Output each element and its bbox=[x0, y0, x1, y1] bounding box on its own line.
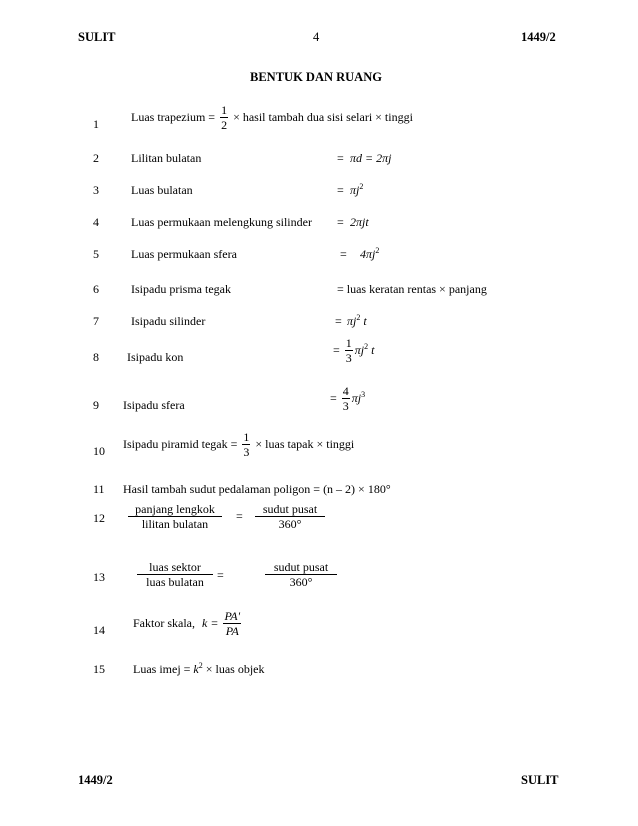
fraction-numerator: luas sektor bbox=[137, 560, 213, 575]
fraction-numerator: sudut pusat bbox=[265, 560, 337, 575]
fraction-denominator: luas bulatan bbox=[146, 575, 204, 589]
item-number: 1 bbox=[93, 117, 99, 131]
header-right: 1449/2 bbox=[521, 30, 556, 44]
formula: πd = 2πj bbox=[350, 151, 392, 165]
fraction-denominator: 360° bbox=[278, 517, 302, 531]
list-item bbox=[123, 430, 354, 459]
item-number: 13 bbox=[93, 570, 105, 584]
fraction bbox=[223, 609, 241, 638]
equals-sign: = bbox=[236, 509, 243, 523]
item-tail: × hasil tambah dua sisi selari × tinggi bbox=[233, 110, 413, 124]
fraction bbox=[220, 103, 228, 132]
fraction-denominator: lilitan bulatan bbox=[141, 517, 209, 531]
fraction bbox=[345, 336, 353, 365]
item-label: Isipadu silinder bbox=[131, 314, 206, 328]
item-number: 8 bbox=[93, 350, 99, 364]
header-left: SULIT bbox=[78, 30, 116, 44]
fraction-denominator: 3 bbox=[345, 351, 352, 365]
formula-exponent: 3 bbox=[361, 390, 366, 399]
fraction-numerator: 1 bbox=[243, 430, 250, 444]
formula bbox=[360, 247, 379, 262]
formula-base: πj bbox=[354, 343, 365, 357]
formula-base: πj bbox=[351, 391, 362, 405]
fraction bbox=[242, 430, 250, 459]
equals-sign: = bbox=[333, 343, 340, 357]
item-label: Hasil tambah sudut pedalaman poligon = (n – 2) × 180° bbox=[123, 482, 391, 496]
fraction-numerator: panjang lengkok bbox=[128, 502, 222, 517]
item-label: Lilitan bulatan bbox=[131, 151, 202, 165]
item-number: 12 bbox=[93, 511, 105, 525]
variable: k bbox=[193, 662, 199, 676]
item-label: Luas bulatan bbox=[131, 183, 193, 197]
fraction bbox=[342, 384, 350, 413]
equals-sign: = bbox=[337, 183, 344, 197]
formula: = luas keratan rentas × panjang bbox=[337, 282, 487, 296]
fraction bbox=[255, 502, 325, 531]
item-tail: × luas tapak × tinggi bbox=[255, 437, 355, 451]
fraction bbox=[128, 502, 222, 531]
item-label: Luas permukaan sfera bbox=[131, 247, 237, 261]
formula-tail: t bbox=[371, 343, 375, 357]
item-label: Isipadu piramid tegak = bbox=[123, 437, 238, 451]
fraction-numerator: PA' bbox=[224, 609, 241, 623]
item-label: Luas permukaan melengkung silinder bbox=[131, 215, 312, 229]
equals-sign: = bbox=[340, 247, 347, 261]
fraction-numerator: 4 bbox=[342, 384, 349, 398]
formula-tail: t bbox=[363, 314, 367, 328]
item-number: 15 bbox=[93, 662, 105, 676]
fraction-numerator: 1 bbox=[221, 103, 228, 117]
fraction-denominator: PA bbox=[225, 624, 239, 638]
fraction-denominator: 2 bbox=[221, 118, 228, 132]
item-label: Isipadu kon bbox=[127, 350, 184, 364]
list-item bbox=[133, 609, 243, 638]
formula bbox=[333, 336, 374, 365]
formula-base: πj bbox=[347, 314, 357, 328]
equals-sign: = bbox=[337, 215, 344, 229]
fraction bbox=[265, 560, 337, 589]
equals-sign: = bbox=[330, 391, 337, 405]
fraction-denominator: 360° bbox=[289, 575, 313, 589]
fraction-numerator: 1 bbox=[345, 336, 352, 350]
variable-exponent: 2 bbox=[198, 661, 203, 670]
item-number: 14 bbox=[93, 623, 105, 637]
item-tail: × luas objek bbox=[205, 662, 265, 676]
formula: 2πjt bbox=[350, 215, 369, 229]
item-number: 10 bbox=[93, 444, 105, 458]
item-number: 2 bbox=[93, 151, 99, 165]
item-number: 4 bbox=[93, 215, 99, 229]
formula-base: πj bbox=[350, 183, 360, 197]
footer-left: 1449/2 bbox=[78, 773, 113, 787]
formula-exponent: 2 bbox=[359, 182, 364, 191]
formula-base: 4πj bbox=[360, 247, 376, 261]
list-item bbox=[133, 662, 265, 677]
equals-sign: = bbox=[217, 568, 224, 582]
list-item bbox=[131, 103, 413, 132]
fraction bbox=[137, 560, 213, 589]
variable: k = bbox=[202, 616, 219, 630]
item-number: 5 bbox=[93, 247, 99, 261]
footer-right: SULIT bbox=[521, 773, 559, 787]
formula-exponent: 2 bbox=[375, 246, 380, 255]
page-title: BENTUK DAN RUANG bbox=[250, 70, 382, 84]
item-label: Faktor skala, bbox=[133, 616, 195, 630]
formula bbox=[330, 384, 365, 413]
item-label: Luas trapezium = bbox=[131, 110, 216, 124]
fraction-denominator: 3 bbox=[243, 445, 250, 459]
fraction-numerator: sudut pusat bbox=[255, 502, 325, 517]
item-number: 7 bbox=[93, 314, 99, 328]
equals-sign: = bbox=[335, 314, 342, 328]
page-number: 4 bbox=[313, 30, 320, 44]
item-number: 3 bbox=[93, 183, 99, 197]
formula bbox=[350, 183, 363, 198]
item-number: 11 bbox=[93, 482, 105, 496]
formula-exponent: 2 bbox=[356, 313, 361, 322]
item-label: Isipadu prisma tegak bbox=[131, 282, 231, 296]
equals-sign: = bbox=[337, 151, 344, 165]
item-number: 9 bbox=[93, 398, 99, 412]
formula-exponent: 2 bbox=[364, 342, 369, 351]
formula bbox=[347, 314, 367, 329]
item-number: 6 bbox=[93, 282, 99, 296]
item-label: Luas imej = bbox=[133, 662, 191, 676]
fraction-denominator: 3 bbox=[342, 399, 349, 413]
item-label: Isipadu sfera bbox=[123, 398, 185, 412]
